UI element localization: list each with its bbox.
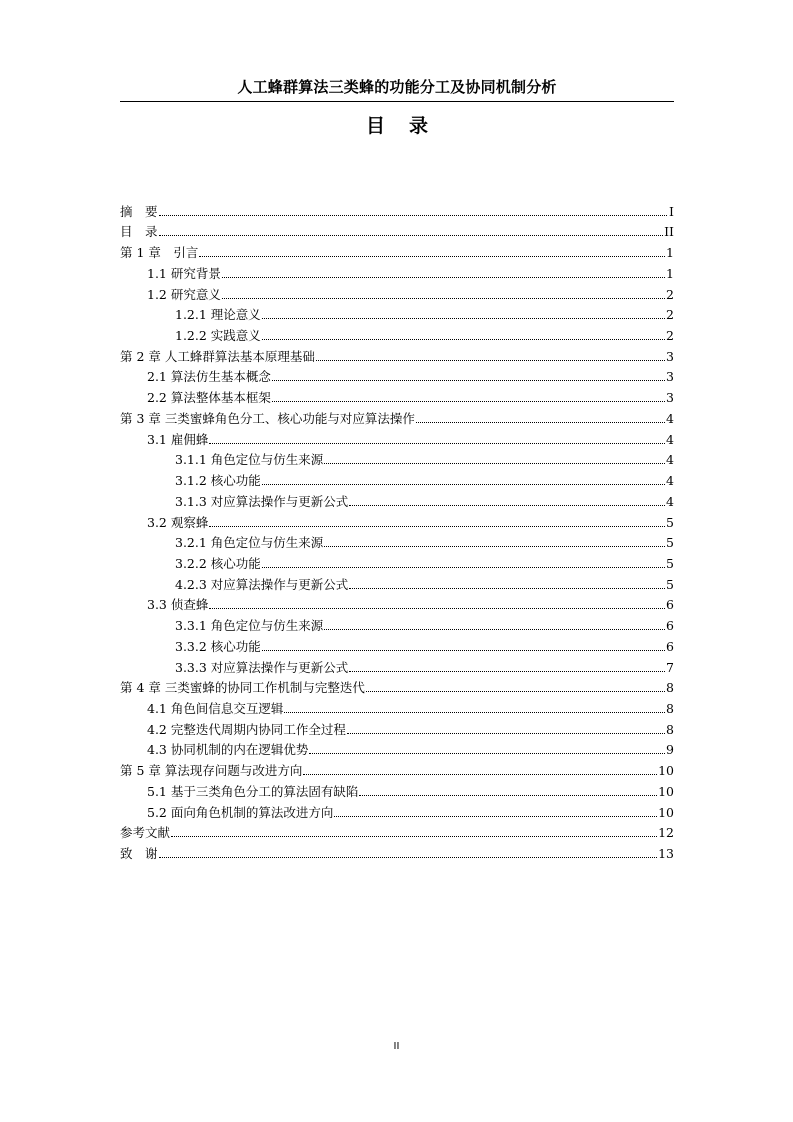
toc-entry-label: 5.2 面向角色机制的算法改进方向 [147,804,334,820]
toc-dot-leader [171,836,657,837]
toc-entry-page: 7 [666,659,674,675]
toc-entry[interactable] [120,448,674,469]
toc-entry-label: 3.3 侦查蜂 [147,597,209,613]
toc-dot-leader [366,691,665,692]
toc-entry-page: 8 [666,721,674,737]
toc-entry-page: 4 [666,493,674,509]
toc-entry-page: 2 [666,286,674,302]
toc-entry-label: 1.1 研究背景 [147,265,221,281]
toc-entry[interactable] [120,613,674,634]
toc-entry-label: 1.2.1 理论意义 [175,307,261,323]
toc-entry[interactable] [120,385,674,406]
toc-dot-leader [324,546,665,547]
table-of-contents [120,199,674,862]
toc-entry[interactable] [120,427,674,448]
toc-entry[interactable] [120,240,674,261]
toc-entry-label: 5.1 基于三类角色分工的算法固有缺陷 [147,783,359,799]
toc-entry-page: II [664,224,674,240]
toc-entry-page: 10 [658,804,674,820]
toc-dot-leader [324,463,665,464]
toc-entry-label: 3.3.1 角色定位与仿生来源 [175,618,324,634]
toc-entry-label: 目 录 [120,224,158,240]
toc-entry-page: 9 [666,742,674,758]
toc-entry[interactable] [120,779,674,800]
toc-entry-page: 6 [666,638,674,654]
toc-entry-page: 5 [666,514,674,530]
toc-entry-page: 8 [666,700,674,716]
toc-dot-leader [309,753,665,754]
toc-entry-page: 10 [658,763,674,779]
toc-entry-page: 2 [666,307,674,323]
toc-entry-label: 3.1.1 角色定位与仿生来源 [175,452,324,468]
toc-entry-page: 4 [666,473,674,489]
toc-entry-label: 第 2 章 人工蜂群算法基本原理基础 [120,348,315,364]
toc-entry-label: 第 1 章 引言 [120,245,199,261]
toc-dot-leader [199,256,665,257]
toc-dot-leader [222,298,665,299]
toc-dot-leader [262,650,665,651]
toc-entry[interactable] [120,489,674,510]
toc-dot-leader [324,629,665,630]
toc-dot-leader [347,733,665,734]
toc-dot-leader [272,401,665,402]
toc-entry-label: 第 5 章 算法现存问题与改进方向 [120,763,303,779]
toc-entry-label: 3.1 雇佣蜂 [147,431,209,447]
toc-entry-page: 8 [666,680,674,696]
toc-entry[interactable] [120,199,674,220]
toc-entry-label: 3.2 观察蜂 [147,514,209,530]
toc-dot-leader [262,567,665,568]
toc-entry-label: 4.2 完整迭代周期内协同工作全过程 [147,721,346,737]
toc-entry[interactable] [120,220,674,241]
toc-entry[interactable] [120,323,674,344]
toc-entry[interactable] [120,261,674,282]
toc-entry-page: 3 [666,348,674,364]
toc-entry[interactable] [120,344,674,365]
toc-entry-page: 5 [666,555,674,571]
toc-dot-leader [262,339,665,340]
toc-dot-leader [359,795,657,796]
toc-entry-label: 4.3 协同机制的内在逻辑优势 [147,742,309,758]
toc-entry[interactable] [120,406,674,427]
toc-entry-page: 5 [666,576,674,592]
toc-entry-page: 2 [666,328,674,344]
toc-entry[interactable] [120,821,674,842]
toc-dot-leader [262,318,665,319]
toc-entry-label: 2.2 算法整体基本框架 [147,390,271,406]
toc-dot-leader [349,588,665,589]
toc-entry-page: 3 [666,369,674,385]
toc-dot-leader [262,484,665,485]
toc-entry[interactable] [120,531,674,552]
header-rule [120,101,674,102]
toc-dot-leader [272,380,665,381]
toc-dot-leader [222,277,665,278]
toc-entry-label: 第 4 章 三类蜜蜂的协同工作机制与完整迭代 [120,680,365,696]
toc-entry[interactable] [120,593,674,614]
toc-dot-leader [159,215,667,216]
toc-entry-label: 1.2.2 实践意义 [175,328,261,344]
toc-entry-label: 3.3.3 对应算法操作与更新公式 [175,659,349,675]
toc-entry-label: 3.2.1 角色定位与仿生来源 [175,535,324,551]
toc-entry-label: 3.3.2 核心功能 [175,638,261,654]
toc-entry[interactable] [120,800,674,821]
toc-entry-label: 3.1.2 核心功能 [175,473,261,489]
toc-entry-label: 2.1 算法仿生基本概念 [147,369,271,385]
toc-entry[interactable] [120,282,674,303]
toc-entry[interactable] [120,303,674,324]
page-number: II [393,1041,400,1052]
toc-entry-label: 第 3 章 三类蜜蜂角色分工、核心功能与对应算法操作 [120,410,415,426]
toc-entry-label: 致 谢 [120,846,158,861]
toc-entry-label: 4.2.3 对应算法操作与更新公式 [175,576,349,592]
toc-entry[interactable] [120,551,674,572]
toc-entry-label: 1.2 研究意义 [147,286,221,302]
toc-entry-page: 13 [658,846,674,861]
toc-entry[interactable] [120,738,674,759]
toc-entry-page: I [669,203,674,219]
toc-dot-leader [349,671,665,672]
toc-entry-label: 参考文献 [120,825,171,841]
toc-entry-page: 6 [666,618,674,634]
running-header: 人工蜂群算法三类蜂的功能分工及协同机制分析 [237,78,557,96]
toc-dot-leader [284,712,665,713]
toc-entry[interactable] [120,468,674,489]
toc-dot-leader [303,774,657,775]
toc-entry[interactable] [120,510,674,531]
toc-entry-label: 3.2.2 核心功能 [175,555,261,571]
toc-entry[interactable] [120,676,674,697]
toc-title: 目录 [365,115,452,137]
toc-entry-page: 4 [666,410,674,426]
toc-entry-page: 3 [666,390,674,406]
toc-entry-page: 4 [666,431,674,447]
toc-entry[interactable] [120,717,674,738]
toc-entry[interactable] [120,655,674,676]
toc-entry[interactable] [120,634,674,655]
toc-entry[interactable] [120,572,674,593]
toc-entry-page: 1 [666,245,674,261]
toc-dot-leader [159,235,664,236]
toc-entry-page: 4 [666,452,674,468]
toc-entry-label: 摘 要 [120,203,158,219]
toc-dot-leader [334,816,657,817]
toc-dot-leader [316,360,665,361]
toc-entry[interactable] [120,841,674,862]
toc-dot-leader [209,443,665,444]
toc-dot-leader [416,422,665,423]
toc-entry-label: 4.1 角色间信息交互逻辑 [147,700,284,716]
toc-entry-page: 12 [658,825,674,841]
toc-entry-page: 1 [666,265,674,281]
toc-entry-page: 10 [658,783,674,799]
toc-entry-page: 6 [666,597,674,613]
toc-dot-leader [209,526,665,527]
toc-entry[interactable] [120,696,674,717]
toc-dot-leader [159,857,658,858]
toc-entry-label: 3.1.3 对应算法操作与更新公式 [175,493,349,509]
toc-dot-leader [209,608,665,609]
toc-entry[interactable] [120,365,674,386]
toc-entry[interactable] [120,758,674,779]
toc-dot-leader [349,505,665,506]
toc-entry-page: 5 [666,535,674,551]
